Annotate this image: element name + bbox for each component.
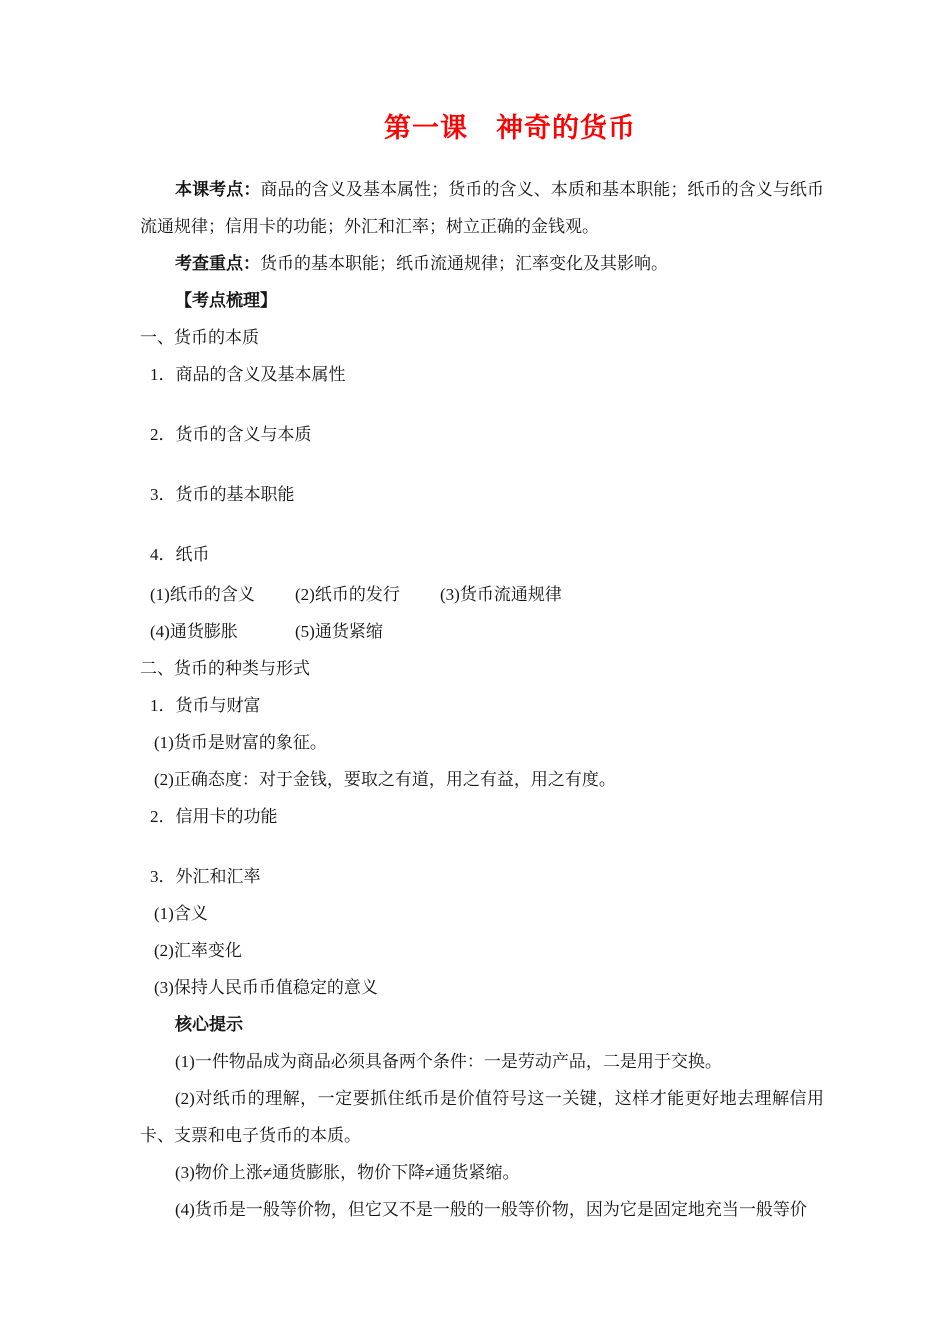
section-2-item-1-sub-1: (1)货币是财富的象征。 xyxy=(154,733,327,752)
section-1-item-1: 1．商品的含义及基本属性 xyxy=(150,365,346,384)
section-1-heading: 一、货币的本质 xyxy=(140,328,259,347)
exam-points-label: 本课考点： xyxy=(175,180,261,199)
section-2-item-2: 2．信用卡的功能 xyxy=(150,807,278,826)
section-2-heading: 二、货币的种类与形式 xyxy=(140,659,310,678)
page-title: 第一课 神奇的货币 xyxy=(384,113,636,143)
core-tip-2: (2)对纸币的理解，一定要抓住纸币是价值符号这一关键，这样才能更好地去理解信用卡、支票和电子货币的本质。 xyxy=(140,1089,824,1145)
outline-heading: 【考点梳理】 xyxy=(175,291,277,310)
section-1-item-4: 4．纸币 xyxy=(150,545,210,564)
core-tip-3: (3)物价上涨≠通货膨胀，物价下降≠通货紧缩。 xyxy=(175,1163,520,1182)
exam-focus-text: 货币的基本职能；纸币流通规律；汇率变化及其影响。 xyxy=(260,254,668,273)
core-tip-1: (1)一件物品成为商品必须具备两个条件：一是劳动产品，二是用于交换。 xyxy=(175,1052,722,1071)
core-tips-heading: 核心提示 xyxy=(175,1015,243,1034)
sub-item-paper-money-meaning: (1)纸币的含义 xyxy=(150,585,255,604)
section-2-item-3-sub-2: (2)汇率变化 xyxy=(154,941,242,960)
section-2-item-3-sub-3: (3)保持人民币币值稳定的意义 xyxy=(154,978,378,997)
section-1-item-4-subrow-2 xyxy=(150,613,824,650)
section-2-item-3: 3．外汇和汇率 xyxy=(150,867,261,886)
section-2-item-1-sub-2: (2)正确态度：对于金钱，要取之有道，用之有益，用之有度。 xyxy=(154,770,616,789)
exam-points-paragraph xyxy=(140,171,824,245)
sub-item-circulation-law: (3)货币流通规律 xyxy=(440,585,562,604)
sub-item-deflation: (5)通货紧缩 xyxy=(295,622,383,641)
section-1-item-4-subrow-1 xyxy=(150,576,824,613)
section-1-item-3: 3．货币的基本职能 xyxy=(150,485,295,504)
section-2-item-1: 1．货币与财富 xyxy=(150,696,261,715)
exam-focus-paragraph xyxy=(140,245,824,282)
exam-points-text: 商品的含义及基本属性；货币的含义、本质和基本职能；纸币的含义与纸币流通规律；信用卡的功能；外汇和汇率；树立正确的金钱观。 xyxy=(140,180,824,236)
section-2-item-3-sub-1: (1)含义 xyxy=(154,904,208,923)
section-1-item-2: 2．货币的含义与本质 xyxy=(150,425,312,444)
sub-item-paper-money-issue: (2)纸币的发行 xyxy=(295,585,400,604)
sub-item-inflation: (4)通货膨胀 xyxy=(150,622,238,641)
exam-focus-label: 考查重点： xyxy=(175,254,260,273)
core-tip-4: (4)货币是一般等价物，但它又不是一般的一般等价物，因为它是固定地充当一般等价 xyxy=(175,1200,807,1219)
